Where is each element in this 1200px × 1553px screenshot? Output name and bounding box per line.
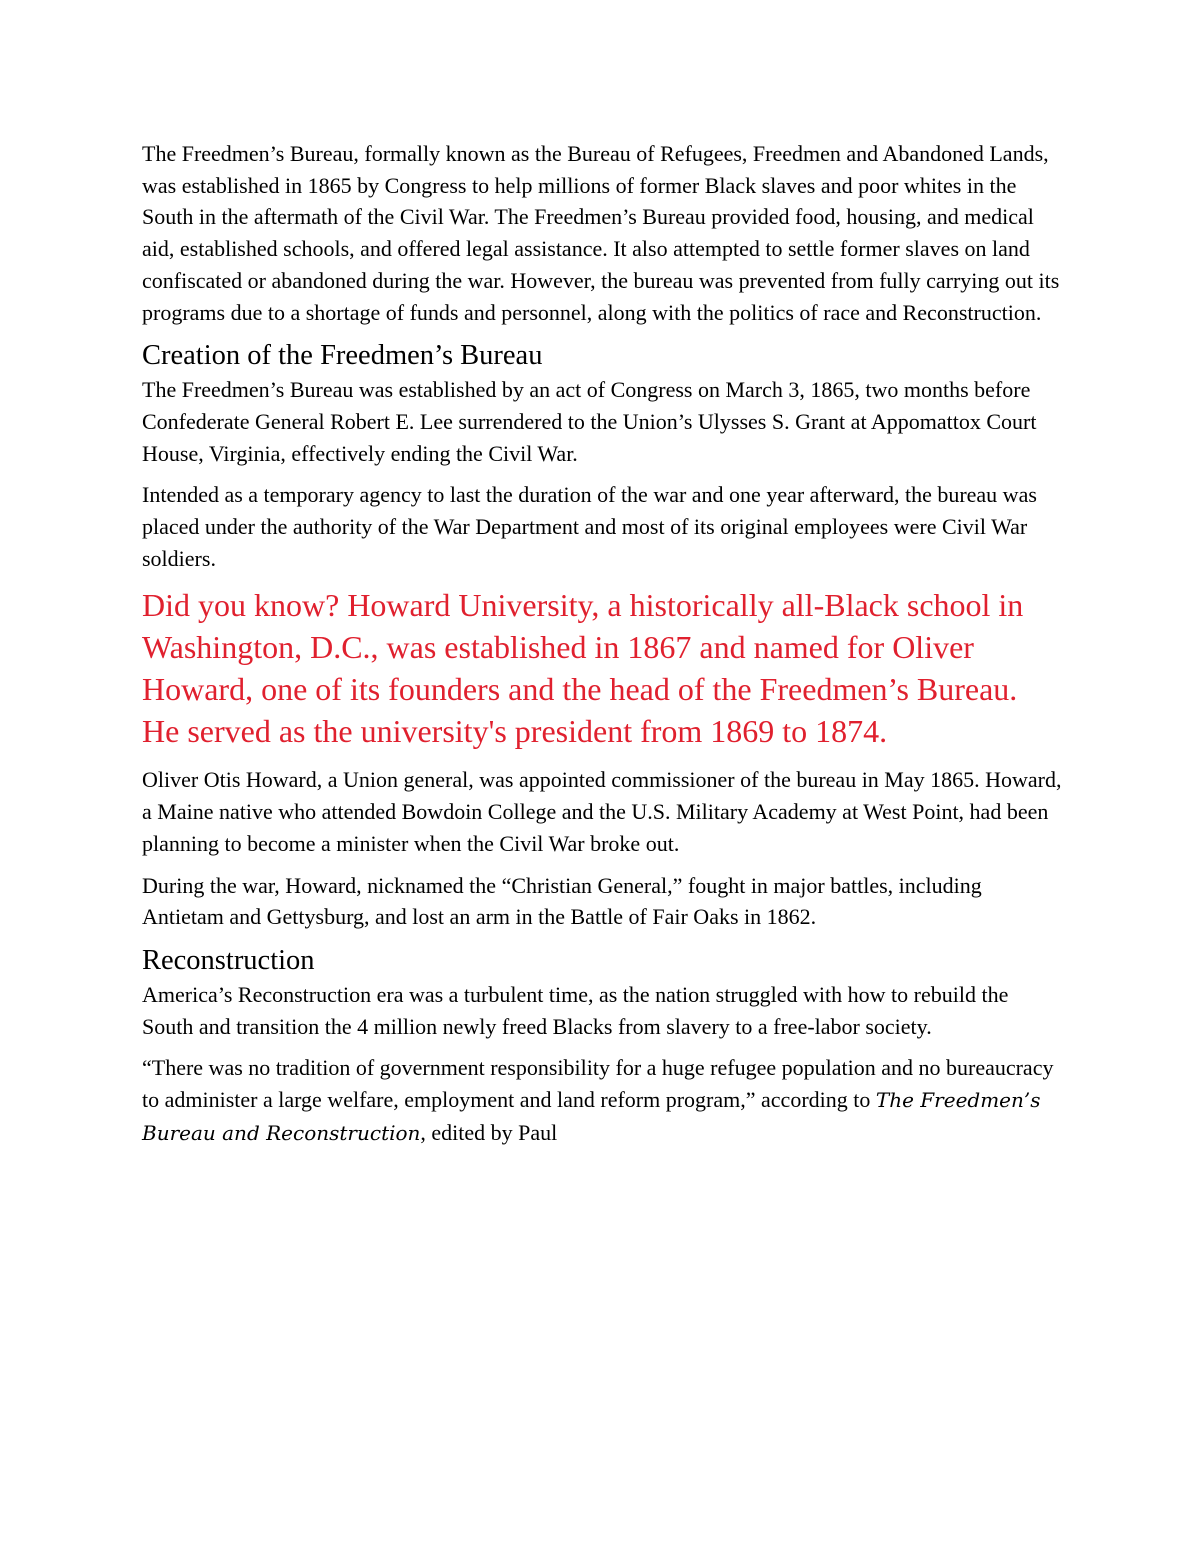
reconstruction-heading: Reconstruction bbox=[142, 944, 315, 976]
reconstruction-paragraph-1: America’s Reconstruction era was a turbulent time, as the nation struggled with how to rebuild the South and transition the 4 million newly freed Blacks from slavery to a free-labor society. bbox=[142, 981, 1009, 1039]
book-title: The Freedmen’s Bureau and Reconstruction bbox=[142, 1088, 1041, 1145]
reconstruction-quote-paragraph bbox=[142, 1052, 1062, 1149]
howard-paragraph-1: Oliver Otis Howard, a Union general, was appointed commissioner of the bureau in May 1865. Howard, a Maine native who attended Bowdoin College and the U.S. Military Academy at West Point, had been planning to become a minister when the Civil War broke out. bbox=[142, 767, 1062, 856]
quote-text: “There was no tradition of government responsibility for a huge refugee population and no bureaucracy to administer a large welfare, employment and land reform program,” according to bbox=[142, 1055, 1054, 1113]
document-page bbox=[142, 138, 1062, 1159]
creation-paragraph-1: The Freedmen’s Bureau was established by an act of Congress on March 3, 1865, two months before Confederate General Robert E. Lee surrendered to the Union’s Ulysses S. Grant at Appomattox Court House, Virginia, effectively ending the Civil War. bbox=[142, 377, 1037, 466]
creation-paragraph-2: Intended as a temporary agency to last the duration of the war and one year afterward, the bureau was placed under the authority of the War Department and most of its original employees were Civil War soldiers. bbox=[142, 482, 1037, 571]
howard-paragraph-2: During the war, Howard, nicknamed the “Christian General,” fought in major battles, including Antietam and Gettysburg, and lost an arm in the Battle of Fair Oaks in 1862. bbox=[142, 872, 982, 930]
did-you-know-callout: Did you know? Howard University, a historically all-Black school in Washington, D.C., was established in 1867 and named for Oliver Howard, one of its founders and the head of the Freedmen’s Bureau. He served as the university's president from 1869 to 1874. bbox=[142, 587, 1024, 750]
intro-paragraph: The Freedmen’s Bureau, formally known as the Bureau of Refugees, Freedmen and Abandoned Lands, was established in 1865 by Congress to help millions of former Black slaves and poor whites in the South in the aftermath of the Civil War. The Freedmen’s Bureau provided food, housing, and medical aid, established schools, and offered legal assistance. It also attempted to settle former slaves on land confiscated or abandoned during the war. However, the bureau was prevented from fully carrying out its programs due to a shortage of funds and personnel, along with the politics of race and Reconstruction. bbox=[142, 141, 1060, 325]
quote-tail: , edited by Paul bbox=[420, 1119, 558, 1145]
creation-heading: Creation of the Freedmen’s Bureau bbox=[142, 340, 543, 372]
